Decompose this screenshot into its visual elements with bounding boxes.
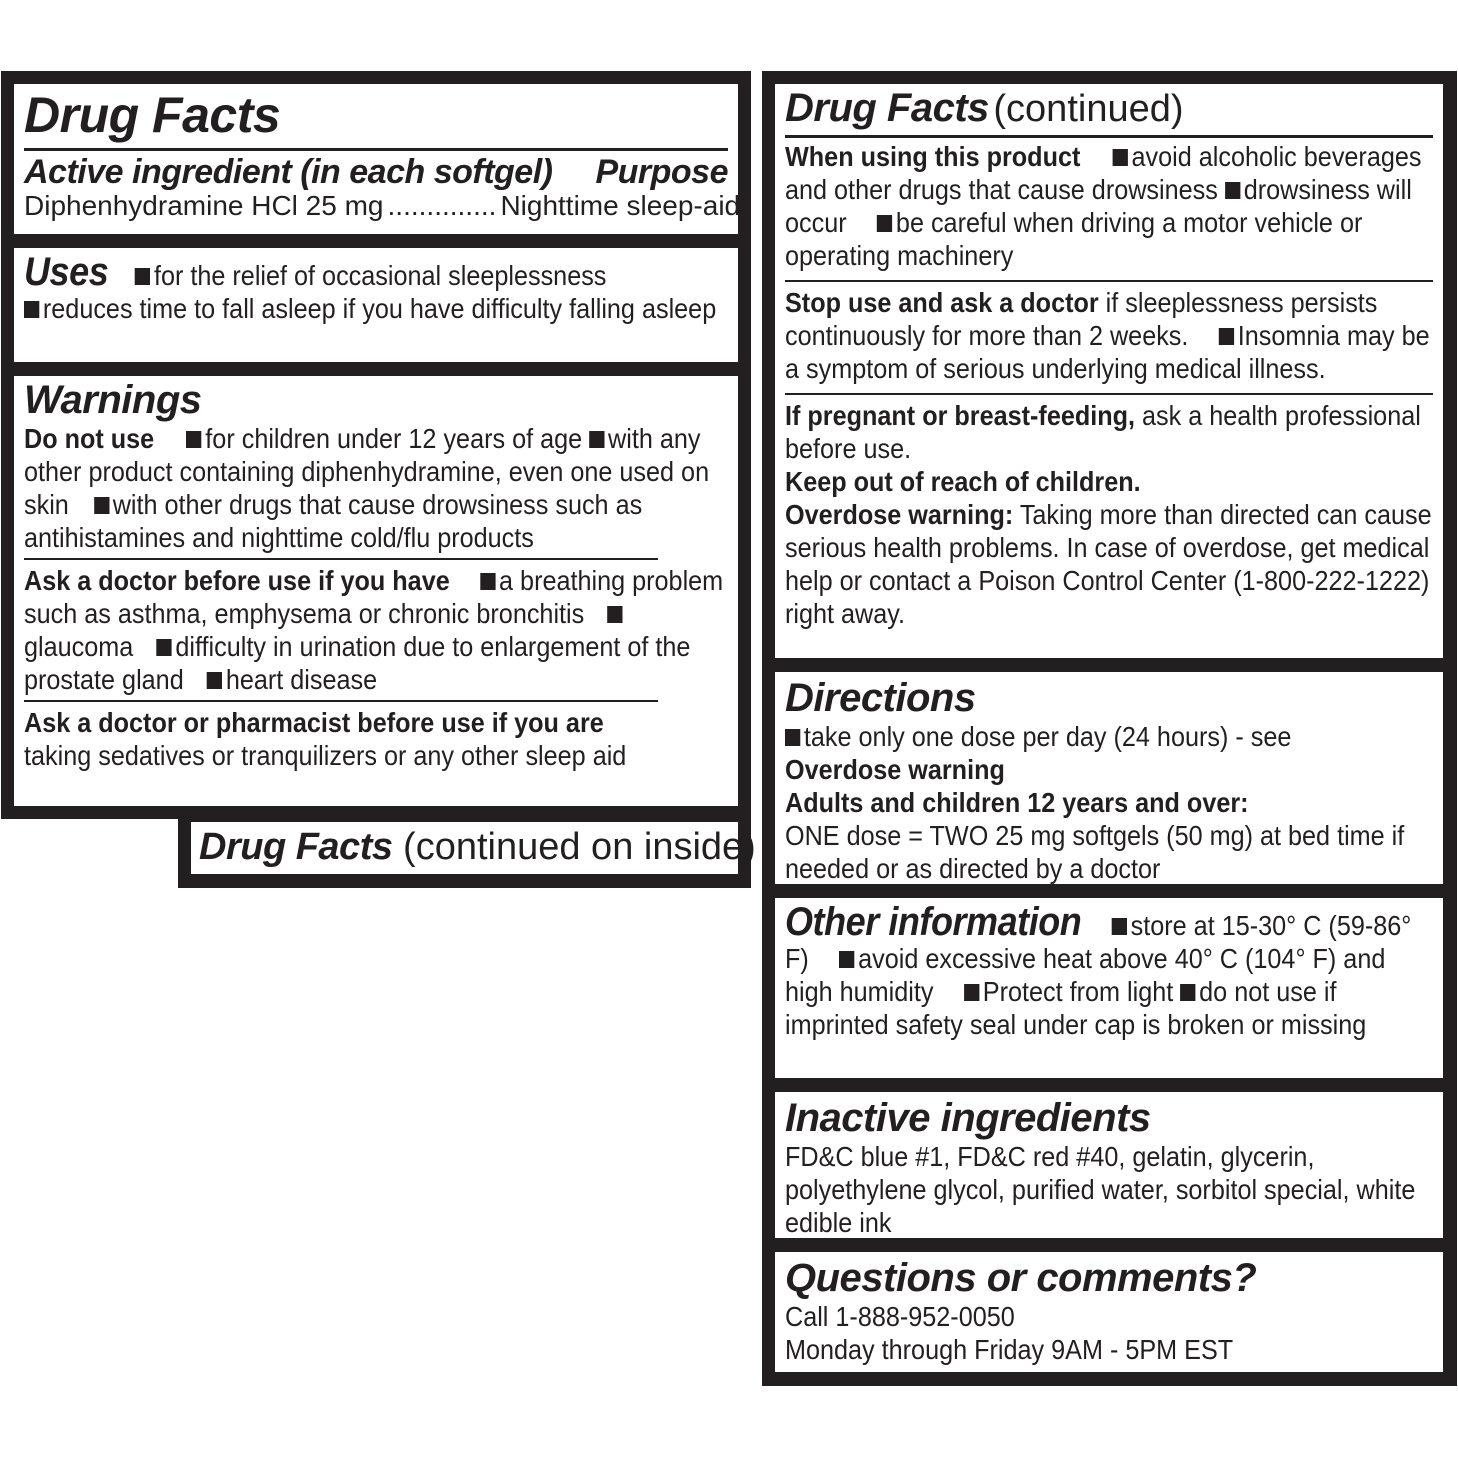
stop-use-text: if sleeplessness persists continuously for more than 2 weeks. bbox=[785, 287, 1378, 351]
ask-doctor-section bbox=[24, 564, 727, 696]
ask-doctor-item-4: heart disease bbox=[225, 664, 378, 695]
active-ingredient-heading: Active ingredient (in each softgel) bbox=[24, 153, 553, 191]
continued-footer-box bbox=[191, 822, 756, 874]
bullet-icon bbox=[1112, 918, 1127, 935]
bullet-icon bbox=[135, 268, 150, 285]
section-divider bbox=[24, 558, 658, 560]
section-divider bbox=[24, 700, 658, 702]
other-info-item-1: store at 15-30° C (59-86° F) bbox=[785, 910, 1412, 974]
other-info-item-2: avoid excessive heat above 40° C (104° F) and high humidity bbox=[785, 943, 1386, 1007]
stop-use-section bbox=[785, 286, 1432, 385]
ask-doctor-label: Ask a doctor before use if you have bbox=[24, 565, 450, 596]
when-using-item-1: avoid alcoholic beverages and other drugs that cause drowsiness bbox=[785, 141, 1422, 205]
bullet-icon bbox=[1180, 984, 1195, 1001]
bullet-icon bbox=[877, 215, 892, 232]
right-continued-text: (continued) bbox=[993, 88, 1184, 130]
keep-out-of-reach: Keep out of reach of children. bbox=[785, 466, 1141, 497]
when-using-label: When using this product bbox=[785, 141, 1081, 172]
other-information-box bbox=[775, 898, 1443, 1078]
bullet-icon bbox=[785, 729, 800, 746]
bullet-icon bbox=[607, 606, 622, 623]
stop-use-label: Stop use and ask a doctor bbox=[785, 287, 1099, 318]
section-divider bbox=[785, 393, 1433, 395]
uses-item-1: for the relief of occasional sleeplessness bbox=[153, 260, 607, 291]
active-ingredient-heading-row bbox=[24, 155, 728, 189]
ask-doctor-item-2: glaucoma bbox=[24, 631, 134, 662]
bullet-icon bbox=[94, 497, 109, 514]
bullet-icon bbox=[207, 672, 222, 689]
adults-text: ONE dose = TWO 25 mg softgels (50 mg) at bed time if needed or as directed by a doctor bbox=[785, 820, 1405, 884]
ask-doctor-item-1: a breathing problem such as asthma, emphysema or chronic bronchitis bbox=[24, 565, 724, 629]
warnings-title: Warnings bbox=[24, 378, 202, 422]
bullet-icon bbox=[480, 573, 495, 590]
leader-dots: .............. bbox=[387, 190, 497, 221]
continued-warnings-box bbox=[775, 84, 1443, 658]
directions-box bbox=[775, 672, 1443, 884]
right-drug-facts-title: Drug Facts bbox=[785, 86, 989, 130]
pregnant-section bbox=[785, 399, 1432, 465]
ask-pharmacist-label: Ask a doctor or pharmacist before use if you are bbox=[24, 707, 604, 738]
questions-hours: Monday through Friday 9AM - 5PM EST bbox=[785, 1334, 1234, 1365]
do-not-use-item-2: with any other product containing diphenhydramine, even one used on skin bbox=[24, 423, 710, 520]
questions-title: Questions or comments? bbox=[785, 1256, 1257, 1300]
bullet-icon bbox=[589, 431, 604, 448]
directions-title: Directions bbox=[785, 676, 976, 720]
do-not-use-section bbox=[24, 422, 727, 554]
overdose-section bbox=[785, 498, 1432, 630]
footer-drug-facts-title: Drug Facts bbox=[199, 826, 393, 868]
purpose-value: Nighttime sleep-aid bbox=[500, 190, 741, 221]
pregnant-text: ask a health professional before use. bbox=[785, 400, 1421, 464]
inactive-ingredients-text: FD&C blue #1, FD&C red #40, gelatin, glycerin, polyethylene glycol, purified water, sorbitol special, white edible ink bbox=[785, 1141, 1416, 1238]
other-information-title: Other information bbox=[785, 900, 1082, 944]
footer-continued-text: (continued on inside) bbox=[403, 826, 756, 868]
ask-doctor-item-3: difficulty in urination due to enlargement of the prostate gland bbox=[24, 631, 691, 695]
drug-facts-header-box bbox=[14, 84, 741, 234]
do-not-use-item-1: for children under 12 years of age bbox=[205, 423, 583, 454]
bullet-icon bbox=[964, 984, 979, 1001]
do-not-use-item-3: with other drugs that cause drowsiness such as antihistamines and nighttime cold/flu products bbox=[24, 489, 643, 553]
active-ingredient-row bbox=[24, 189, 741, 223]
directions-overdose-ref: Overdose warning bbox=[785, 754, 1005, 785]
section-divider bbox=[785, 280, 1433, 282]
purpose-heading: Purpose bbox=[595, 153, 728, 191]
bullet-icon bbox=[1225, 182, 1240, 199]
pregnant-label: If pregnant or breast-feeding, bbox=[785, 400, 1136, 431]
inactive-ingredients-title: Inactive ingredients bbox=[785, 1096, 1151, 1140]
right-header bbox=[785, 88, 1433, 131]
when-using-section bbox=[785, 140, 1432, 272]
ask-pharmacist-text: taking sedatives or tranquilizers or any other sleep aid bbox=[24, 740, 627, 771]
questions-phone: Call 1-888-952-0050 bbox=[785, 1301, 1015, 1332]
uses-title: Uses bbox=[24, 250, 109, 294]
when-using-item-3: be careful when driving a motor vehicle or operating machinery bbox=[785, 207, 1363, 271]
overdose-text: Taking more than directed can cause serious health problems. In case of overdose, get medical help or contact a Poison Control Center (1-800-222-1222) right away. bbox=[785, 499, 1432, 629]
uses-item-2: reduces time to fall asleep if you have difficulty falling asleep bbox=[42, 293, 717, 324]
bullet-icon bbox=[1219, 328, 1234, 345]
bullet-icon bbox=[24, 301, 39, 318]
bullet-icon bbox=[156, 639, 171, 656]
other-info-item-3: Protect from light bbox=[982, 976, 1174, 1007]
directions-item: take only one dose per day (24 hours) - see bbox=[803, 721, 1292, 752]
questions-box bbox=[775, 1252, 1443, 1372]
other-info-item-4: do not use if imprinted safety seal under cap is broken or missing bbox=[785, 976, 1367, 1040]
adults-label: Adults and children 12 years and over: bbox=[785, 787, 1249, 818]
active-ingredient-name: Diphenhydramine HCl 25 mg bbox=[24, 190, 384, 221]
bullet-icon bbox=[839, 951, 854, 968]
warnings-box bbox=[14, 376, 738, 806]
when-using-item-2: drowsiness will occur bbox=[785, 174, 1412, 238]
stop-use-item: Insomnia may be a symptom of serious underlying medical illness. bbox=[785, 320, 1430, 384]
do-not-use-label: Do not use bbox=[24, 423, 155, 454]
bullet-icon bbox=[186, 431, 201, 448]
uses-box bbox=[14, 248, 738, 362]
inactive-ingredients-box bbox=[775, 1092, 1443, 1238]
overdose-label: Overdose warning: bbox=[785, 499, 1014, 530]
bullet-icon bbox=[1113, 149, 1128, 166]
drug-facts-title: Drug Facts bbox=[24, 87, 281, 143]
ask-pharmacist-section bbox=[24, 706, 727, 772]
